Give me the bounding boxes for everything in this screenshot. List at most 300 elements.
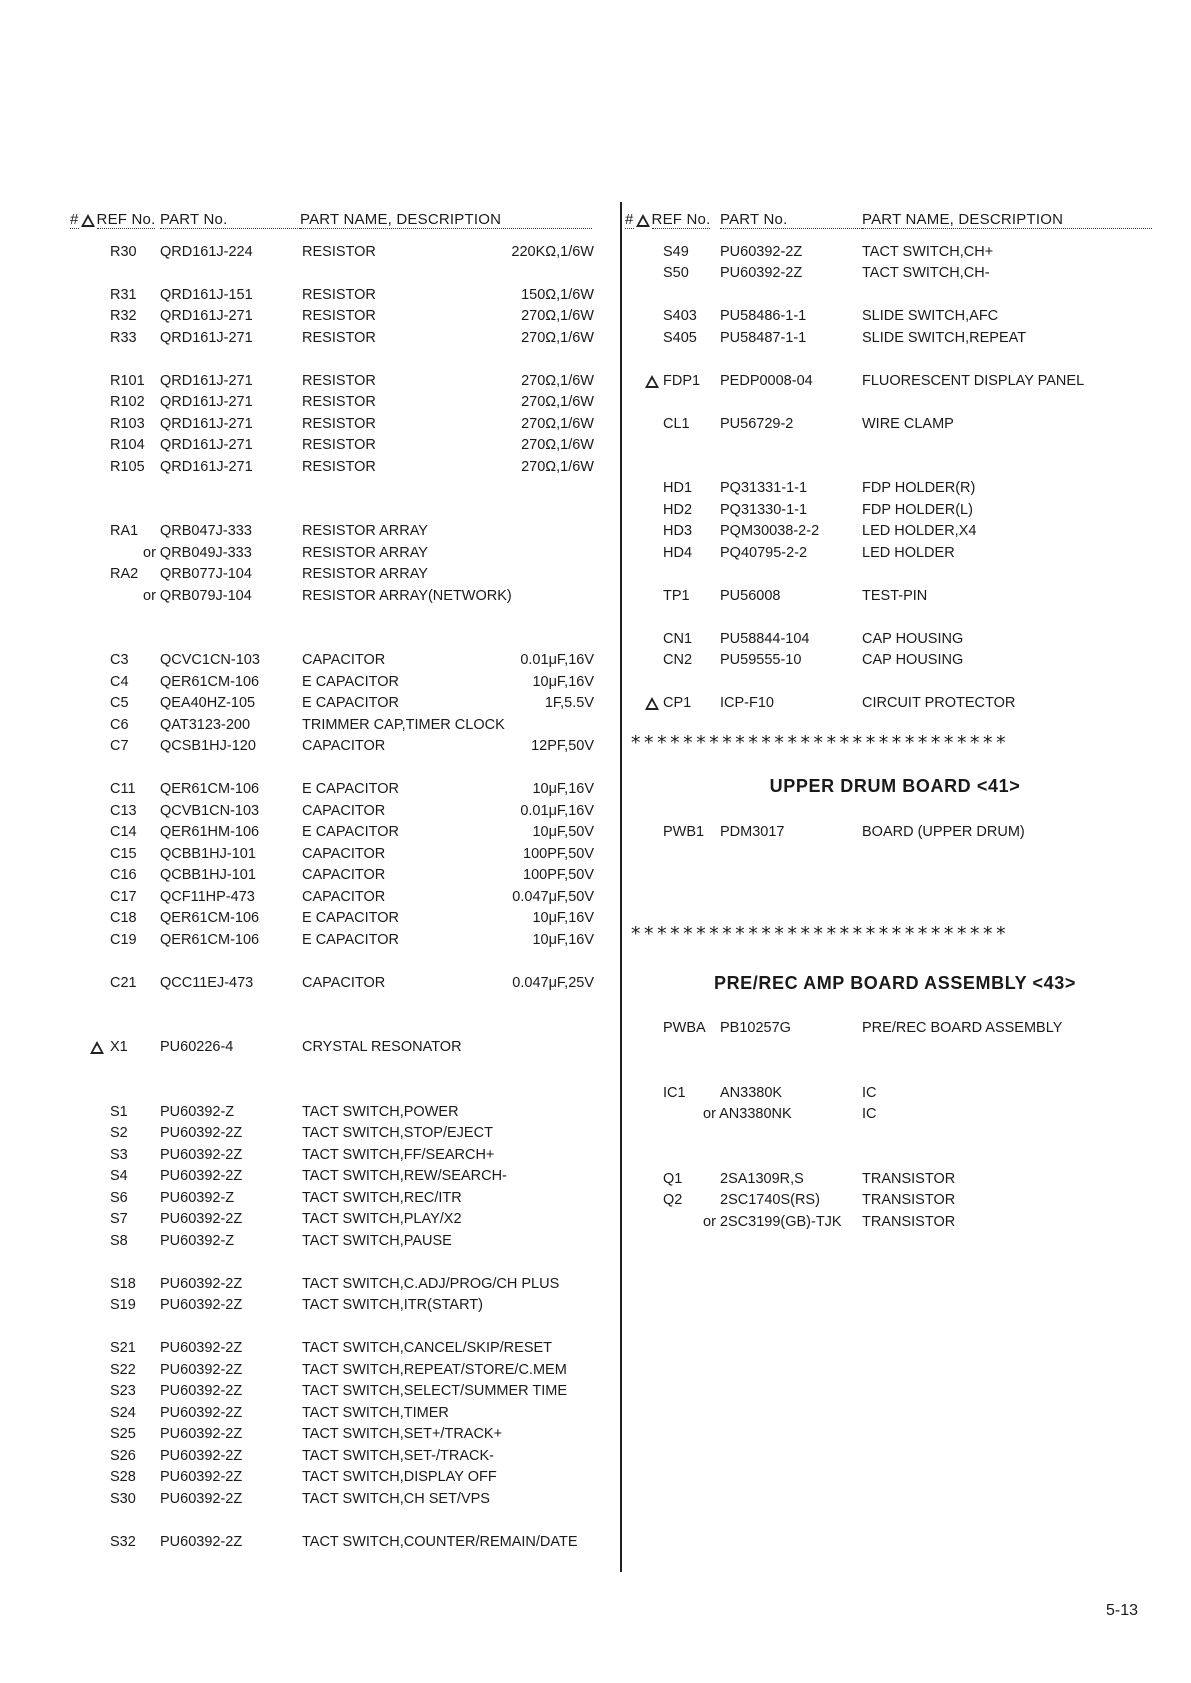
part-description: LED HOLDER — [862, 544, 955, 561]
part-name — [302, 674, 594, 690]
part-no — [720, 824, 862, 840]
part-spec: 270Ω,1/6W — [521, 372, 594, 389]
ref-no — [70, 287, 160, 303]
part-name — [862, 1171, 1152, 1187]
part-name — [302, 803, 594, 819]
part-description: TACT SWITCH,REC/ITR — [302, 1189, 462, 1206]
part-name — [862, 502, 1152, 518]
part-name — [862, 652, 1152, 668]
part-no — [720, 1020, 862, 1036]
part-no-text: PU60392-2Z — [160, 1447, 243, 1464]
part-no-text: QEA40HZ-105 — [160, 695, 256, 712]
part-no — [720, 373, 862, 389]
part-no-text: 2SA1309R,S — [720, 1170, 804, 1187]
part-description: RESISTOR ARRAY — [302, 523, 428, 540]
part-no — [160, 394, 302, 410]
part-name — [302, 566, 594, 582]
ref-no — [70, 1426, 160, 1442]
part-no-text: QRB077J-104 — [160, 566, 252, 583]
part-no — [160, 523, 302, 539]
ref-no-text: C19 — [110, 931, 137, 948]
part-no — [160, 308, 302, 324]
column-divider — [620, 202, 622, 1572]
part-no — [720, 523, 862, 539]
ref-no-text: C18 — [110, 910, 137, 927]
ref-no — [70, 1276, 160, 1292]
table-row — [70, 800, 620, 822]
part-name — [302, 910, 594, 926]
part-description: IC — [862, 1084, 877, 1101]
table-row — [625, 413, 1165, 435]
prerec-parts-list — [625, 1018, 1165, 1233]
ref-no-text: CN2 — [663, 652, 693, 669]
part-no — [160, 695, 302, 711]
part-name — [302, 1469, 594, 1485]
part-no-text: or QRB079J-104 — [143, 587, 252, 604]
part-name — [302, 523, 594, 539]
part-name — [302, 781, 594, 797]
table-row — [70, 1166, 620, 1188]
part-description: FDP HOLDER(L) — [862, 501, 973, 518]
part-no-text: PU58844-104 — [720, 630, 810, 647]
part-no — [720, 631, 862, 647]
part-spec: 0.01μF,16V — [520, 802, 594, 819]
part-name — [302, 867, 594, 883]
part-no-text: QCVC1CN-103 — [160, 652, 260, 669]
part-spec: 270Ω,1/6W — [521, 437, 594, 454]
part-no — [160, 437, 302, 453]
table-row — [70, 886, 620, 908]
table-row — [625, 1104, 1165, 1126]
ref-no — [70, 1448, 160, 1464]
part-description: TACT SWITCH,CANCEL/SKIP/RESET — [302, 1340, 553, 1357]
part-no-text: QER61CM-106 — [160, 910, 260, 927]
ref-no-text: S32 — [110, 1533, 136, 1550]
ref-no-text: S403 — [663, 308, 697, 325]
part-description: CAPACITOR — [302, 845, 386, 862]
table-row — [70, 542, 620, 564]
ref-no-text: S24 — [110, 1404, 136, 1421]
part-description: CRYSTAL RESONATOR — [302, 1039, 462, 1056]
part-description: RESISTOR — [302, 415, 376, 432]
safety-triangle-icon — [90, 1041, 104, 1054]
part-name — [862, 1085, 1152, 1101]
part-no-text: PU60392-2Z — [160, 1361, 243, 1378]
ref-no — [625, 588, 720, 604]
ref-no-text: R102 — [110, 394, 145, 411]
table-row — [70, 392, 620, 414]
upper-drum-parts-list — [625, 821, 1165, 843]
table-row — [70, 1209, 620, 1231]
part-no — [160, 867, 302, 883]
part-no — [160, 1276, 302, 1292]
table-row — [70, 564, 620, 586]
ref-no — [70, 717, 160, 733]
part-spec: 270Ω,1/6W — [521, 394, 594, 411]
ref-no — [70, 889, 160, 905]
ref-no — [625, 330, 720, 346]
part-no-text: QRD161J-224 — [160, 243, 253, 260]
ref-no-text: C17 — [110, 888, 137, 905]
part-no-text: PU60392-2Z — [160, 1211, 243, 1228]
part-description: TACT SWITCH,PLAY/X2 — [302, 1211, 462, 1228]
part-no-text: QCVB1CN-103 — [160, 802, 260, 819]
part-no — [160, 1362, 302, 1378]
part-description: TACT SWITCH,REPEAT/STORE/C.MEM — [302, 1361, 567, 1378]
part-description: CIRCUIT PROTECTOR — [862, 695, 1016, 712]
ref-no — [70, 738, 160, 754]
part-no — [160, 910, 302, 926]
table-row — [70, 1381, 620, 1403]
ref-no — [625, 265, 720, 281]
part-no — [720, 416, 862, 432]
table-row — [70, 241, 620, 263]
part-spec: 270Ω,1/6W — [521, 329, 594, 346]
table-row — [70, 1338, 620, 1360]
part-description: RESISTOR — [302, 372, 376, 389]
part-name — [302, 738, 594, 754]
table-row — [70, 972, 620, 994]
part-spec: 220KΩ,1/6W — [511, 243, 594, 260]
part-description: TACT SWITCH,FF/SEARCH+ — [302, 1146, 495, 1163]
part-no-text: QER61CM-106 — [160, 673, 260, 690]
part-no — [720, 1171, 862, 1187]
part-no — [160, 1491, 302, 1507]
part-spec: 150Ω,1/6W — [521, 286, 594, 303]
part-no-text: PU56008 — [720, 587, 781, 604]
ref-no-text: R31 — [110, 286, 137, 303]
table-row — [70, 1123, 620, 1145]
part-no-text: QRD161J-271 — [160, 458, 253, 475]
part-no — [160, 1104, 302, 1120]
table-row — [625, 1190, 1165, 1212]
ref-no-text: S50 — [663, 265, 689, 282]
ref-no — [70, 1362, 160, 1378]
part-no — [160, 1211, 302, 1227]
left-parts-list — [70, 241, 620, 1553]
part-no — [160, 781, 302, 797]
table-row — [70, 435, 620, 457]
ref-no-text: RA1 — [110, 523, 139, 540]
part-name — [302, 437, 594, 453]
part-no — [160, 373, 302, 389]
part-no-text: QRD161J-271 — [160, 372, 253, 389]
part-no-text: PQ31330-1-1 — [720, 501, 808, 518]
part-no-text: PU60392-2Z — [160, 1297, 243, 1314]
part-description: FLUORESCENT DISPLAY PANEL — [862, 372, 1085, 389]
part-description: TACT SWITCH,POWER — [302, 1103, 459, 1120]
part-no-text: QRB047J-333 — [160, 523, 252, 540]
ref-no — [625, 1085, 720, 1101]
ref-no-text: C11 — [110, 781, 136, 798]
part-no — [720, 695, 862, 711]
ref-no-text: PWB1 — [663, 823, 705, 840]
ref-no-text: R30 — [110, 243, 137, 260]
part-spec: 12PF,50V — [531, 738, 594, 755]
part-description: E CAPACITOR — [302, 695, 399, 712]
ref-no-text: S6 — [110, 1189, 128, 1206]
part-description: RESISTOR — [302, 308, 376, 325]
part-spec: 270Ω,1/6W — [521, 415, 594, 432]
part-description: E CAPACITOR — [302, 781, 399, 798]
part-no — [160, 330, 302, 346]
ref-no-text: HD2 — [663, 501, 693, 518]
part-no-text: QRD161J-271 — [160, 415, 253, 432]
ref-no — [70, 910, 160, 926]
part-description: TACT SWITCH,SET+/TRACK+ — [302, 1426, 503, 1443]
part-description: BOARD (UPPER DRUM) — [862, 823, 1025, 840]
ref-no-text: S30 — [110, 1490, 136, 1507]
part-no — [160, 932, 302, 948]
part-name — [862, 1192, 1152, 1208]
part-name — [862, 244, 1152, 260]
ref-no — [70, 1211, 160, 1227]
part-no — [160, 1534, 302, 1550]
part-no — [720, 265, 862, 281]
part-name — [862, 416, 1152, 432]
part-no-text: PU60392-2Z — [160, 1125, 243, 1142]
part-no-text: PU60392-2Z — [160, 1383, 243, 1400]
part-description: RESISTOR — [302, 394, 376, 411]
part-no — [720, 244, 862, 260]
table-row — [70, 929, 620, 951]
part-no — [160, 1448, 302, 1464]
part-description: E CAPACITOR — [302, 824, 399, 841]
part-description: TACT SWITCH,STOP/EJECT — [302, 1125, 493, 1142]
part-name — [302, 824, 594, 840]
part-no-text: QCBB1HJ-101 — [160, 867, 256, 884]
part-no — [720, 545, 862, 561]
part-no-text: QAT3123-200 — [160, 716, 251, 733]
ref-no-text: X1 — [110, 1039, 128, 1056]
part-description: TRIMMER CAP,TIMER CLOCK — [302, 716, 505, 733]
part-no-text: PU60392-2Z — [160, 1168, 243, 1185]
ref-no-text: S1 — [110, 1103, 128, 1120]
ref-no-text: Q2 — [663, 1192, 683, 1209]
part-name — [302, 1383, 594, 1399]
ref-no-text: CP1 — [663, 695, 692, 712]
part-name — [302, 416, 594, 432]
part-no-text: QRD161J-271 — [160, 394, 253, 411]
part-name — [862, 308, 1152, 324]
part-description: TRANSISTOR — [862, 1192, 956, 1209]
ref-no — [70, 1405, 160, 1421]
part-description: TEST-PIN — [862, 587, 928, 604]
part-no-text: QRD161J-271 — [160, 437, 253, 454]
ref-no-text: PWBA — [663, 1020, 706, 1037]
ref-no-text: S21 — [110, 1340, 136, 1357]
ref-no — [70, 1190, 160, 1206]
ref-no-text: S405 — [663, 329, 697, 346]
mark-header: # — [70, 211, 79, 228]
ref-no — [70, 1039, 160, 1055]
part-no-text: PU60392-2Z — [720, 243, 803, 260]
part-description: E CAPACITOR — [302, 931, 399, 948]
part-name — [302, 1039, 594, 1055]
part-no — [160, 1426, 302, 1442]
safety-triangle-icon — [645, 375, 659, 388]
part-no — [160, 244, 302, 260]
part-name — [302, 889, 594, 905]
table-row — [70, 327, 620, 349]
ref-no — [625, 545, 720, 561]
table-row — [70, 1295, 620, 1317]
part-description: TACT SWITCH,CH SET/VPS — [302, 1490, 490, 1507]
part-no-header: PART No. — [160, 211, 300, 229]
part-description: E CAPACITOR — [302, 673, 399, 690]
part-name — [302, 545, 594, 561]
part-no — [160, 287, 302, 303]
part-description: TACT SWITCH,SET-/TRACK- — [302, 1447, 494, 1464]
page-number: 5-13 — [1106, 1602, 1139, 1619]
part-name — [302, 1534, 594, 1550]
part-name — [302, 1276, 594, 1292]
ref-no — [70, 1383, 160, 1399]
part-no-text: QCSB1HJ-120 — [160, 738, 256, 755]
table-row — [70, 822, 620, 844]
ref-no-text: TP1 — [663, 587, 690, 604]
part-spec: 1F,5.5V — [544, 695, 594, 712]
ref-no-text: R32 — [110, 308, 137, 325]
part-name — [302, 1147, 594, 1163]
ref-no-text: RA2 — [110, 566, 139, 583]
upper-drum-title: UPPER DRUM BOARD <41> — [769, 776, 1021, 796]
part-description: CAPACITOR — [302, 652, 386, 669]
part-no-text: PU60392-Z — [160, 1232, 235, 1249]
safety-triangle-icon — [81, 214, 95, 227]
ref-no — [70, 1297, 160, 1313]
part-no-text: PU60392-2Z — [160, 1426, 243, 1443]
ref-no-text: S18 — [110, 1275, 136, 1292]
ref-no-text: C7 — [110, 738, 129, 755]
table-row — [70, 1467, 620, 1489]
ref-no — [70, 652, 160, 668]
ref-no-text: C4 — [110, 673, 129, 690]
part-no — [720, 1192, 862, 1208]
table-row — [625, 628, 1165, 650]
part-no-text: PU60392-2Z — [720, 265, 803, 282]
part-name — [862, 1020, 1152, 1036]
part-description: FDP HOLDER(R) — [862, 480, 976, 497]
ref-no — [625, 480, 720, 496]
part-description: RESISTOR — [302, 437, 376, 454]
part-description: CAPACITOR — [302, 867, 386, 884]
part-no — [160, 1147, 302, 1163]
ref-no — [625, 373, 720, 389]
part-no-text: QER61CM-106 — [160, 781, 260, 798]
right-header — [625, 207, 1165, 229]
part-no — [160, 889, 302, 905]
part-name — [862, 824, 1152, 840]
table-row — [70, 413, 620, 435]
table-row — [625, 370, 1165, 392]
ref-no-text: R105 — [110, 458, 145, 475]
ref-no — [70, 867, 160, 883]
part-no-text: PU60392-2Z — [160, 1469, 243, 1486]
ref-no-text: S4 — [110, 1168, 128, 1185]
part-spec: 100PF,50V — [523, 845, 594, 862]
part-no-text: PU60392-Z — [160, 1189, 235, 1206]
ref-no — [70, 846, 160, 862]
right-column — [625, 207, 1165, 1233]
part-description: CAP HOUSING — [862, 652, 964, 669]
table-row — [70, 1359, 620, 1381]
part-description: TACT SWITCH,PAUSE — [302, 1232, 452, 1249]
part-no-text: PU58487-1-1 — [720, 329, 807, 346]
ref-header — [625, 211, 720, 229]
ref-no — [70, 416, 160, 432]
ref-no-text: R104 — [110, 437, 145, 454]
ref-no — [70, 781, 160, 797]
ref-no-text: S49 — [663, 243, 689, 260]
part-no-text: ICP-F10 — [720, 695, 774, 712]
part-name — [302, 588, 594, 604]
table-row — [70, 1144, 620, 1166]
ref-no-text: R101 — [110, 372, 145, 389]
part-name — [302, 1125, 594, 1141]
table-row — [70, 693, 620, 715]
part-description: TRANSISTOR — [862, 1170, 956, 1187]
ref-no — [625, 824, 720, 840]
part-spec: 10μF,50V — [532, 824, 594, 841]
ref-no-text: S3 — [110, 1146, 128, 1163]
ref-no — [70, 459, 160, 475]
part-no-text: PU60392-2Z — [160, 1490, 243, 1507]
table-row — [70, 1037, 620, 1059]
ref-no-text: HD1 — [663, 480, 693, 497]
part-name — [302, 1405, 594, 1421]
part-description: LED HOLDER,X4 — [862, 523, 977, 540]
part-no — [160, 975, 302, 991]
table-row — [625, 1211, 1165, 1233]
part-name — [302, 287, 594, 303]
table-row — [70, 650, 620, 672]
part-spec: 100PF,50V — [523, 867, 594, 884]
table-row — [625, 263, 1165, 285]
table-row — [70, 370, 620, 392]
left-header — [70, 207, 620, 229]
part-no-text: PU60392-2Z — [160, 1340, 243, 1357]
part-description: TRANSISTOR — [862, 1213, 956, 1230]
table-row — [70, 843, 620, 865]
part-description: RESISTOR ARRAY(NETWORK) — [302, 587, 512, 604]
ref-no — [70, 373, 160, 389]
part-description: TACT SWITCH,TIMER — [302, 1404, 449, 1421]
ref-no — [70, 566, 160, 582]
part-no-text: PU60392-2Z — [160, 1533, 243, 1550]
table-row — [70, 521, 620, 543]
part-name — [862, 523, 1152, 539]
part-no-text: PU60392-Z — [160, 1103, 235, 1120]
part-name — [302, 1362, 594, 1378]
ref-no — [70, 1340, 160, 1356]
part-no — [143, 544, 302, 561]
ref-no — [625, 1171, 720, 1187]
part-no — [720, 502, 862, 518]
ref-no-header: REF No. — [651, 211, 711, 228]
ref-no — [70, 1104, 160, 1120]
part-no-text: QER61HM-106 — [160, 824, 260, 841]
ref-no-text: IC1 — [663, 1084, 686, 1101]
part-description: TACT SWITCH,SELECT/SUMMER TIME — [302, 1383, 568, 1400]
part-no — [720, 1085, 862, 1101]
ref-no-text: S28 — [110, 1469, 136, 1486]
part-name — [862, 545, 1152, 561]
ref-no-text: C6 — [110, 716, 129, 733]
part-name — [302, 330, 594, 346]
part-description: CAPACITOR — [302, 738, 386, 755]
part-no-text: PB10257G — [720, 1020, 791, 1037]
